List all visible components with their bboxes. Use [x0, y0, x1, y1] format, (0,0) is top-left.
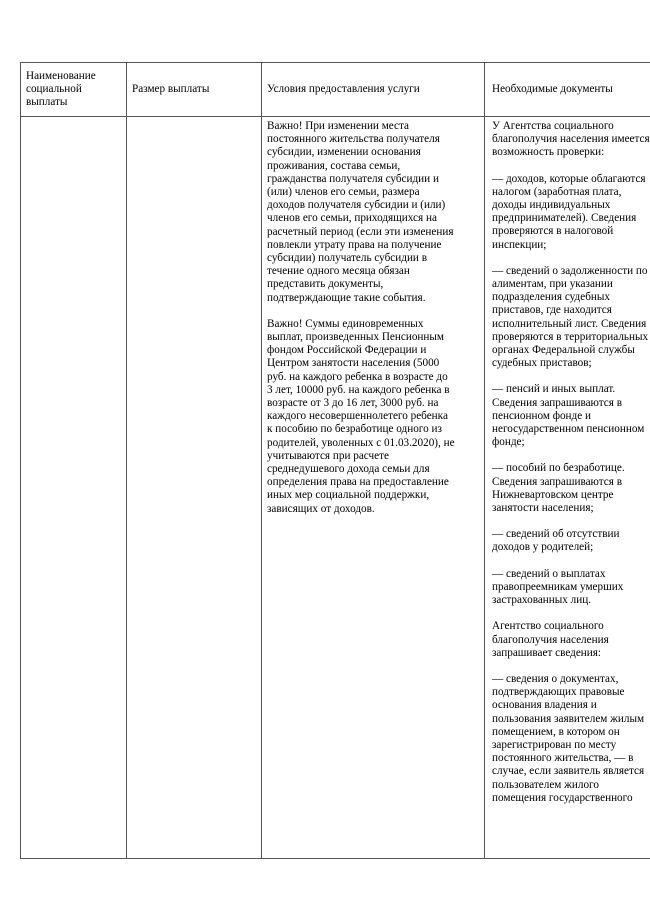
cell-required-documents — [485, 117, 650, 859]
header-payment-size: Размер выплаты — [127, 63, 262, 117]
condition-paragraph: Важно! При изменении места постоянного жительства получателя субсидии, изменении основания проживания, состава семьи, гражданства получателя субсидии и (или) членов его семьи, размера доходов получателя субсидии и (или) членов его семьи, приходящихся на расчетный период (если эти изменения повлекли утрату права на получение субсидии) получатель субсидии в течение одного месяца обязан представить документы, подтверждающие такие события. — [267, 120, 454, 304]
table-header-row — [21, 63, 650, 117]
table-row — [21, 117, 650, 859]
document-paragraph: — сведений о выплатах правопреемникам умерших застрахованных лиц. — [492, 567, 624, 607]
condition-paragraph: Важно! Суммы единовременных выплат, произведенных Пенсионным фондом Российской Федерации и Центром занятости населения (5000 руб. на каждого ребенка в возрасте до 3 лет, 10000 руб. на каждого ребенка в возрасте от 3 до 16 лет, 3000 руб. на каждого несовершеннолетего ребенка к пособию по безработице одного из родителей, уволенных с 01.03.2020), не учитываются при расчете среднедушевого дохода семьи для определения права на предоставление иных мер социальной поддержки, зависящих от доходов. — [267, 317, 455, 515]
cell-benefit-name — [21, 117, 127, 859]
header-required-documents: Необходимые документы — [485, 63, 650, 117]
document-paragraph: У Агентства социального благополучия населения имеется возможность проверки: — [492, 120, 650, 159]
document-paragraph: — пенсий и иных выплат. Сведения запрашиваются в пенсионном фонде и негосударственном пенсионном фонде; — [492, 383, 645, 449]
services-table — [20, 62, 650, 859]
cell-service-conditions — [262, 117, 485, 859]
header-service-conditions: Условия предоставления услуги — [262, 63, 485, 117]
document-paragraph: — доходов, которые облагаются налогом (заработная плата, доходы индивидуальных предпринимателей). Сведения проверяются в налоговой инспекции; — [492, 172, 646, 251]
document-paragraph: — сведений о задолженности по алиментам, при указании подразделения судебных приставов, где находится исполнительный лист. Сведения проверяются в территориальных органах Федеральной службы судебных приставов; — [492, 264, 649, 370]
document-paragraph: — сведений об отсутствии доходов у родителей; — [492, 528, 620, 554]
document-paragraph: — пособий по безработице. Сведения запрашиваются в Нижневартовском центре занятости населения; — [492, 462, 625, 515]
document-paragraph: Агентство социального благополучия населения запрашивает сведения: — [492, 620, 609, 659]
header-benefit-name: Наименование социальной выплаты — [21, 63, 127, 117]
cell-payment-size — [127, 117, 262, 859]
document-paragraph: — сведения о документах, подтверждающих правовые основания владения и пользования заявителем жилым помещением, в котором он зарегистрирован по месту постоянного жительства, — в случае, если заявитель является пользователем жилого помещения государственного — [492, 672, 645, 804]
